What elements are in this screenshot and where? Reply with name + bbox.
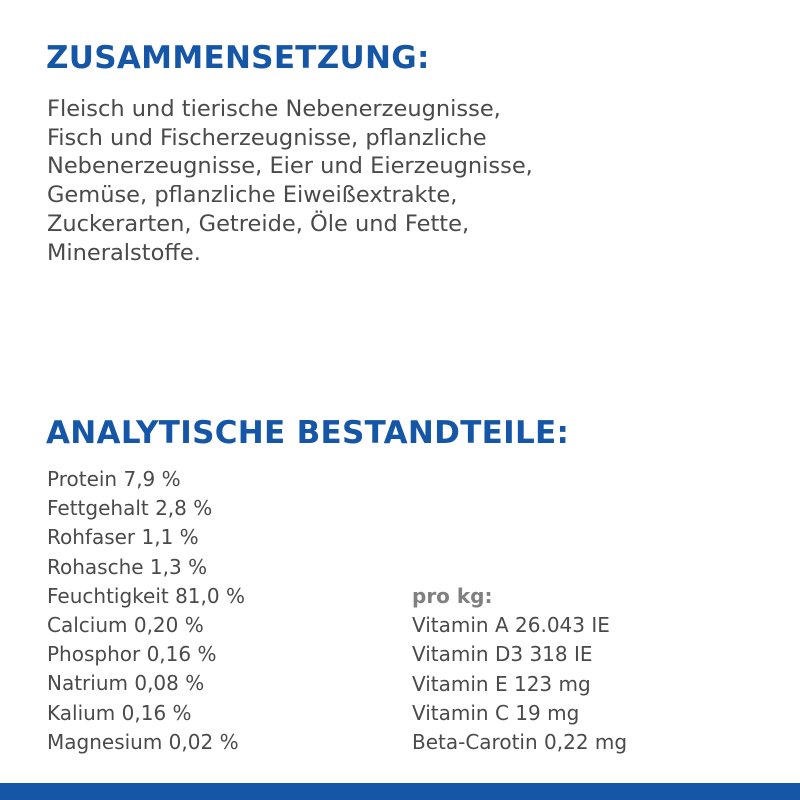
bottom-accent-bar [0, 783, 800, 800]
analytics-title: ANALYTISCHE BESTANDTEILE: [46, 415, 570, 451]
analytics-item-ash: Rohasche 1,3 % [47, 554, 208, 579]
analytics-item-moisture: Feuchtigkeit 81,0 % [47, 583, 245, 608]
analytics-item-fiber: Rohfaser 1,1 % [47, 525, 199, 550]
composition-line: Zuckerarten, Getreide, Öle und Fette, [47, 210, 470, 237]
composition-line: Fleisch und tierische Nebenerzeugnisse, [47, 96, 501, 122]
composition-line: Fisch und Fischerzeugnisse, pflanzliche [47, 124, 487, 151]
vitamin-item-a: Vitamin A 26.043 IE [412, 613, 610, 638]
vitamin-item-beta-carotene: Beta-Carotin 0,22 mg [412, 730, 628, 755]
composition-line: Gemüse, pflanzliche Eiweißextrakte, [47, 182, 458, 209]
vitamins-list [412, 582, 627, 757]
analytics-item-sodium: Natrium 0,08 % [47, 671, 205, 696]
analytics-item-protein: Protein 7,9 % [47, 467, 181, 491]
vitamin-item-d3: Vitamin D3 318 IE [412, 642, 593, 667]
vitamins-heading: pro kg: [412, 584, 493, 608]
vitamin-item-c: Vitamin C 19 mg [412, 700, 580, 725]
composition-line: Mineralstoffe. [47, 239, 201, 266]
composition-text [47, 95, 767, 267]
analytics-item-fat: Fettgehalt 2,8 % [47, 496, 213, 521]
analytics-item-phosphorus: Phosphor 0,16 % [47, 642, 217, 667]
vitamin-item-e: Vitamin E 123 mg [412, 671, 591, 696]
analytics-item-calcium: Calcium 0,20 % [47, 613, 204, 638]
composition-title: ZUSAMMENSETZUNG: [46, 40, 430, 76]
analytics-item-magnesium: Magnesium 0,02 % [47, 729, 239, 754]
analytics-list [47, 465, 245, 757]
analytics-item-potassium: Kalium 0,16 % [47, 700, 192, 725]
composition-line: Nebenerzeugnisse, Eier und Eierzeugnisse, [47, 153, 533, 180]
